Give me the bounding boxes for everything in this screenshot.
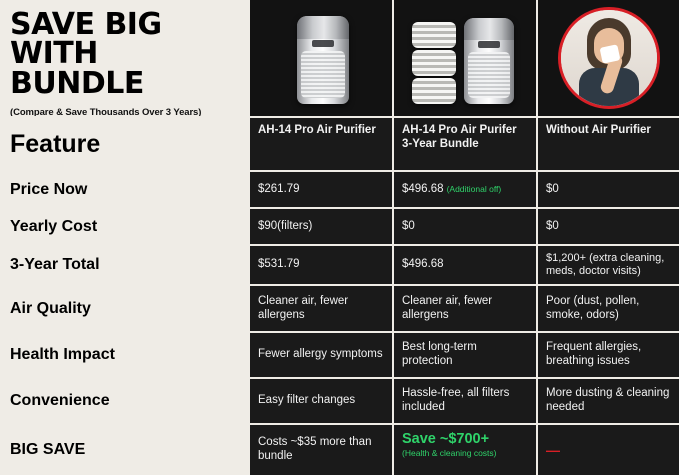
cell-health-impact-product-2: Best long-term protection <box>392 333 536 377</box>
column-header-feature: Feature <box>0 118 248 170</box>
column-header-product-2: AH-14 Pro Air Purifer 3-Year Bundle <box>392 118 536 170</box>
cell-big-save-product-2-note: (Health & cleaning costs) <box>402 448 497 459</box>
cell-price-now-product-2 <box>392 172 536 207</box>
table-header-row <box>0 116 679 170</box>
purifier-device-graphic <box>464 18 514 104</box>
photo-circle-frame <box>558 7 660 109</box>
cell-convenience-product-3: More dusting & cleaning needed <box>536 379 679 423</box>
cell-big-save-product-3: — <box>536 425 679 475</box>
purifier-with-filters-bundle-image <box>392 0 536 116</box>
cell-air-quality-product-3: Poor (dust, pollen, smoke, odors) <box>536 286 679 331</box>
cell-big-save-product-2-value: Save ~$700+ <box>402 431 490 447</box>
purifier-display <box>312 40 335 47</box>
cell-three-year-total-product-1: $531.79 <box>248 246 392 284</box>
cell-price-now-product-2-value: $496.68 <box>402 182 444 195</box>
cell-big-save-product-2 <box>392 425 536 475</box>
purifier-grille <box>468 52 510 98</box>
purifier-display <box>478 41 500 48</box>
cell-convenience-product-2: Hassle-free, all filters included <box>392 379 536 423</box>
cell-convenience-product-1: Easy filter changes <box>248 379 392 423</box>
purifier-top-cap <box>464 18 514 40</box>
table-row <box>0 423 679 475</box>
row-label-convenience: Convenience <box>0 379 248 423</box>
purifier-device-graphic <box>297 16 349 104</box>
woman-sneezing-photo <box>536 0 679 116</box>
header-band <box>0 0 679 119</box>
table-row <box>0 284 679 331</box>
filter-graphic-1 <box>412 22 456 48</box>
row-label-air-quality: Air Quality <box>0 286 248 331</box>
cell-yearly-cost-product-2: $0 <box>392 209 536 244</box>
page-title-line1: SAVE BIG WITH <box>10 7 162 72</box>
cell-yearly-cost-product-1: $90(filters) <box>248 209 392 244</box>
column-header-product-1: AH-14 Pro Air Purifier <box>248 118 392 170</box>
cell-three-year-total-product-3: $1,200+ (extra cleaning, meds, doctor visits) <box>536 246 679 284</box>
cell-air-quality-product-2: Cleaner air, fewer allergens <box>392 286 536 331</box>
row-label-health-impact: Health Impact <box>0 333 248 377</box>
comparison-table <box>0 116 679 475</box>
cell-yearly-cost-product-3: $0 <box>536 209 679 244</box>
column-header-product-3: Without Air Purifier <box>536 118 679 170</box>
row-label-big-save: BIG SAVE <box>0 425 248 475</box>
filter-graphic-3 <box>412 78 456 104</box>
purifier-grille <box>301 51 345 98</box>
cell-price-now-product-3: $0 <box>536 172 679 207</box>
row-label-three-year-total: 3-Year Total <box>0 246 248 284</box>
table-row <box>0 244 679 284</box>
cell-price-now-product-1: $261.79 <box>248 172 392 207</box>
table-row <box>0 170 679 207</box>
single-air-purifier-image <box>248 0 392 116</box>
purifier-top-cap <box>297 16 349 39</box>
page-subtitle: (Compare & Save Thousands Over 3 Years) <box>10 107 202 119</box>
cell-air-quality-product-1: Cleaner air, fewer allergens <box>248 286 392 331</box>
headline-block <box>0 0 248 119</box>
cell-big-save-product-1: Costs ~$35 more than bundle <box>248 425 392 475</box>
table-row <box>0 377 679 423</box>
page-title <box>10 7 240 101</box>
table-row <box>0 207 679 244</box>
cell-price-now-product-2-note: (Additional off) <box>446 184 502 195</box>
table-row <box>0 331 679 377</box>
cell-health-impact-product-1: Fewer allergy symptoms <box>248 333 392 377</box>
cell-health-impact-product-3: Frequent allergies, breathing issues <box>536 333 679 377</box>
row-label-price-now: Price Now <box>0 172 248 207</box>
filter-graphic-2 <box>412 50 456 76</box>
page-title-line2: BUNDLE <box>10 65 144 101</box>
cell-three-year-total-product-2: $496.68 <box>392 246 536 284</box>
row-label-yearly-cost: Yearly Cost <box>0 209 248 244</box>
